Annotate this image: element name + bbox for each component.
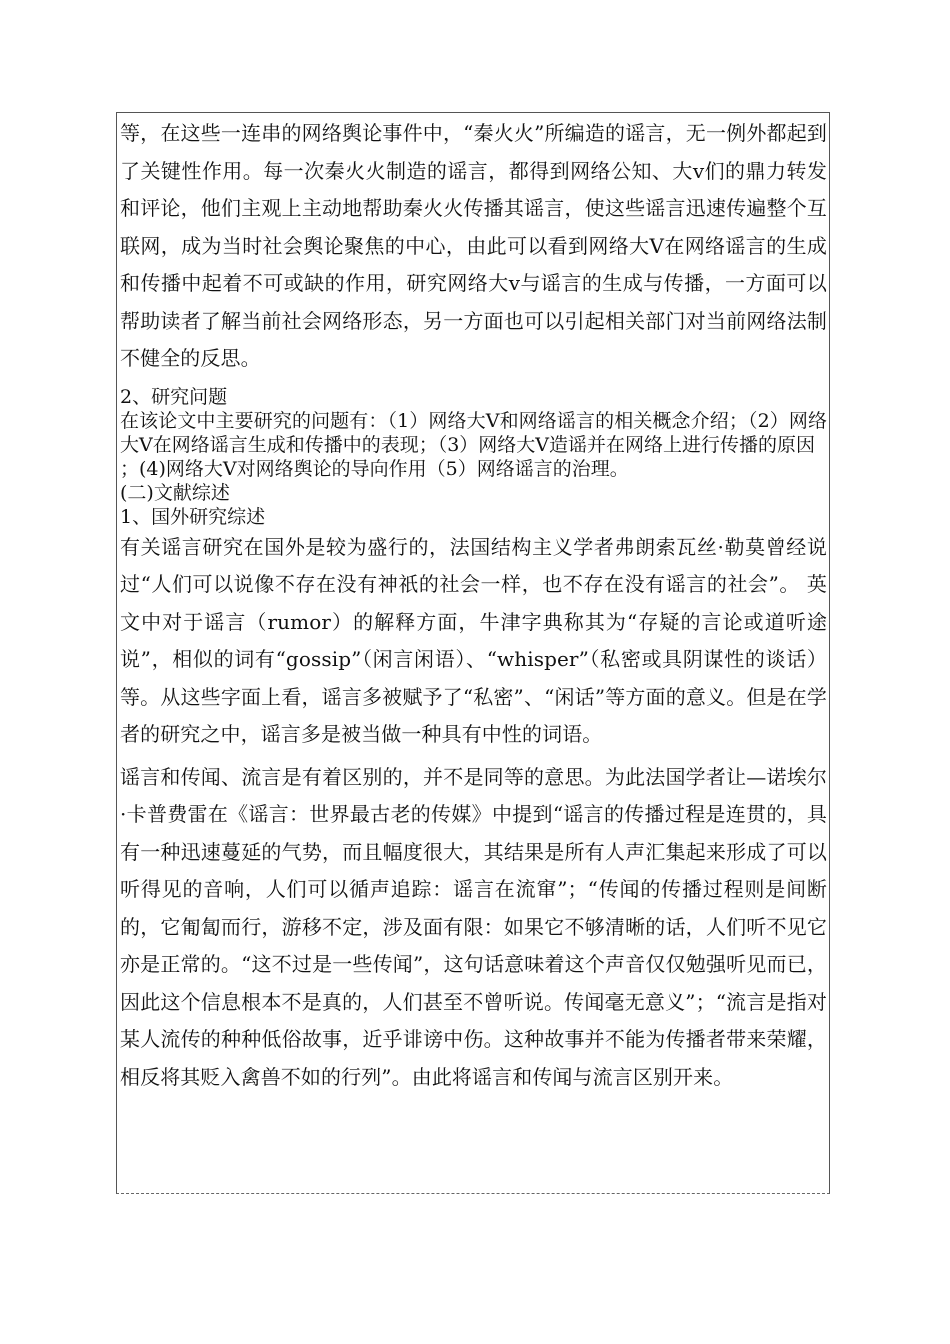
heading-foreign-review: 1、国外研究综述: [120, 505, 266, 528]
paragraph-foreign-review-1: 有关谣言研究在国外是较为盛行的，法国结构主义学者弗朗索瓦丝·勒莫曾经说过“人们可以说像不存在没有神祇的社会一样，也不存在没有谣言的社会”。 英文中对于谣言（rumor）的解释方面，牛津字典称其为“存疑的言论或道听途说”，相似的词有“gossip”（闲言闲语）、“whisper”（私密或具阴谋性的谈话）等。从这些字面上看，谣言多被赋予了“私密”、“闲话”等方面的意义。但是在学者的研究之中，谣言多是被当做一种具有中性的词语。: [120, 534, 827, 746]
paragraph-foreign-review-2: 谣言和传闻、流言是有着区别的，并不是同等的意思。为此法国学者让—诺埃尔·卡普费雷在《谣言：世界最古老的传媒》中提到“谣言的传播过程是连贯的，具有一种迅速蔓延的气势，而且幅度很大，其结果是所有人声汇集起来形成了可以听得见的音响，人们可以循声追踪：谣言在流窜”；“传闻的传播过程则是间断的，它匍匐而行，游移不定，涉及面有限：如果它不够清晰的话，人们听不见它亦是正常的。“这不过是一些传闻”，这句话意味着这个声音仅仅勉强听见而已，因此这个信息根本不是真的，人们甚至不曾听说。传闻毫无意义”；“流言是指对某人流传的种种低俗故事，近乎诽谤中伤。这种故事并不能为传播者带来荣耀，相反将其贬入禽兽不如的行列”。由此将谣言和传闻与流言区别开来。: [120, 764, 827, 1089]
heading-literature-review: (二)文献综述: [120, 481, 230, 504]
paragraph-intro: 等，在这些一连串的网络舆论事件中，“秦火火”所编造的谣言，无一例外都起到了关键性作用。每一次秦火火制造的谣言，都得到网络公知、大v们的鼎力转发和评论，他们主观上主动地帮助秦火火传播其谣言，使这些谣言迅速传遍整个互联网，成为当时社会舆论聚焦的中心，由此可以看到网络大Ⅴ在网络谣言的生成和传播中起着不可或缺的作用，研究网络大v与谣言的生成与传播，一方面可以帮助读者了解当前社会网络形态，另一方面也可以引起相关部门对当前网络法制不健全的反思。: [120, 121, 827, 370]
paragraph-research-questions-cont: ；(4)网络大Ⅴ对网络舆论的导向作用（5）网络谣言的治理。: [120, 457, 629, 480]
cell-content: [120, 113, 827, 1096]
heading-research-questions: 2、研究问题: [120, 385, 228, 408]
table-cell-frame: [116, 112, 830, 1194]
spacer: [120, 378, 827, 385]
paragraph-research-questions: 在该论文中主要研究的问题有：（1）网络大Ⅴ和网络谣言的相关概念介绍；（2）网络大Ⅴ在网络谣言生成和传播中的表现；（3）网络大Ⅴ造谣并在网络上进行传播的原因: [120, 409, 827, 456]
